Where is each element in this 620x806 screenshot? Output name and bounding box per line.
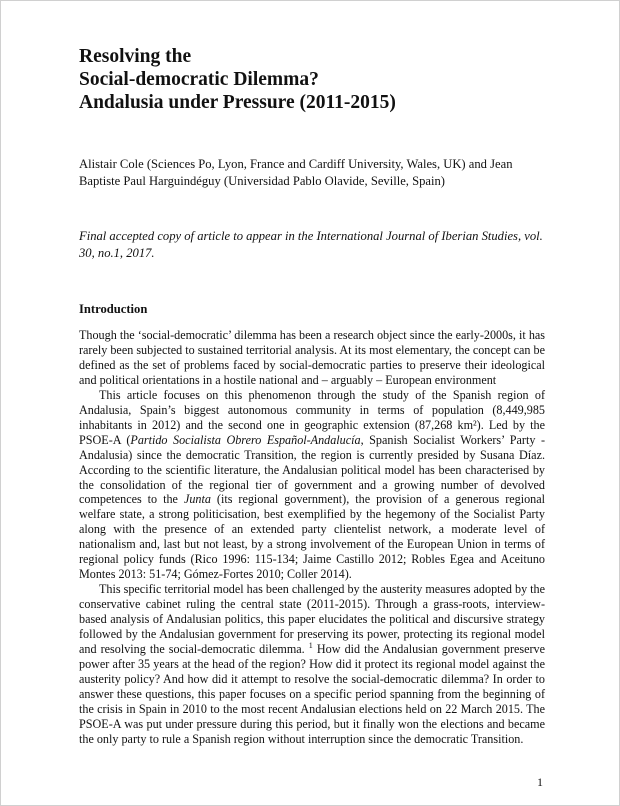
publication-note-text: Final accepted copy of article to appear in the International Journal of Iberian Studies — [79, 229, 518, 243]
publication-note-suffix: , vol. 30, no.1, 2017. — [79, 229, 543, 260]
body-text — [79, 328, 545, 747]
paragraph-2 — [79, 388, 545, 582]
title-line-1: Resolving the — [79, 46, 192, 67]
paragraph-3 — [79, 582, 545, 746]
page-number: 1 — [537, 775, 543, 789]
paragraph-2-part-c: (its regional government), the provision of a generous regional welfare state, a strong politicisation, best exemplified by the hegemony of the Socialist Party along with the presence of an extended party clientelist network, a moderate level of nationalism and, last but not least, by a strong involvement of the European Union in terms of regional policy funds (Rico 1996: 115-134; Jaime Castillo 2012; Robles Egea and Aceituno Montes 2013: 51-74; Gómez-Fortes 2010; Coller 2014). — [79, 492, 546, 582]
paragraph-2-italic-party-name: Partido Socialista Obrero Español-Andalucía — [130, 432, 361, 447]
author-affiliations: Alistair Cole (Sciences Po, Lyon, France and Cardiff University, Wales, UK) and Jean Baptiste Paul Harguindéguy (Universidad Pablo Olavide, Seville, Spain) — [79, 157, 513, 188]
paragraph-2-italic-junta: Junta — [183, 492, 211, 507]
paragraph-3-part-b: How did the Andalusian government preserve power after 35 years at the head of the region? How did it protect its regional model against the austerity policy? And how did it attempt to resolve the social-democratic dilemma? In order to answer these questions, this paper focuses on a specific period spanning from the beginning of the crisis in Spain in 2010 to the most recent Andalusian elections held on 22 March 2015. The PSOE-A was put under pressure during this period, but it finally won the elections and became the only party to rule a Spanish region without interruption since the democratic Transition. — [79, 642, 545, 746]
title-line-2: Social-democratic Dilemma? — [79, 69, 319, 90]
paragraph-2-part-b: , Spanish Socialist Workers’ Party - Andalusia) since the democratic Transition, the region is currently presided by Susana Díaz. According to the scientific literature, the Andalusian political model has been characterised by the consolidation of the regional tier of government and a growing number of devolved competences to the — [79, 432, 545, 507]
title-line-3: Andalusia under Pressure (2011-2015) — [79, 92, 396, 113]
paragraph-1: Though the ‘social-democratic’ dilemma has been a research object since the early-2000s, it has rarely been subjected to sustained territorial analysis. At its most elementary, the concept can be defined as the set of problems faced by social-democratic parties to preserve their ideological and political orientations in a hostile national and – arguably – European environment — [79, 328, 545, 387]
article-title — [79, 45, 549, 114]
paragraph-2-part-a: This article focuses on this phenomenon through the study of the Spanish region of Andalusia, Spain’s biggest autonomous community in terms of population (8,449,985 inhabitants in 2012) and the second one in geographic extension (87,268 km²). Led by the PSOE-A ( — [79, 387, 545, 447]
section-heading-introduction: Introduction — [79, 302, 148, 316]
paragraph-3-part-a: This specific territorial model has been challenged by the austerity measures adopted by the conservative cabinet ruling the central state (2011-2015). Through a grass-roots, interview-based analysis of Andalusian politics, this paper elucidates the political and discursive strategy followed by the Andalusian government for preserving its power, protecting its regional model and resolving the social-democratic dilemma. — [79, 582, 546, 657]
footnote-marker[interactable]: 1 — [308, 640, 313, 650]
publication-note — [79, 228, 545, 262]
